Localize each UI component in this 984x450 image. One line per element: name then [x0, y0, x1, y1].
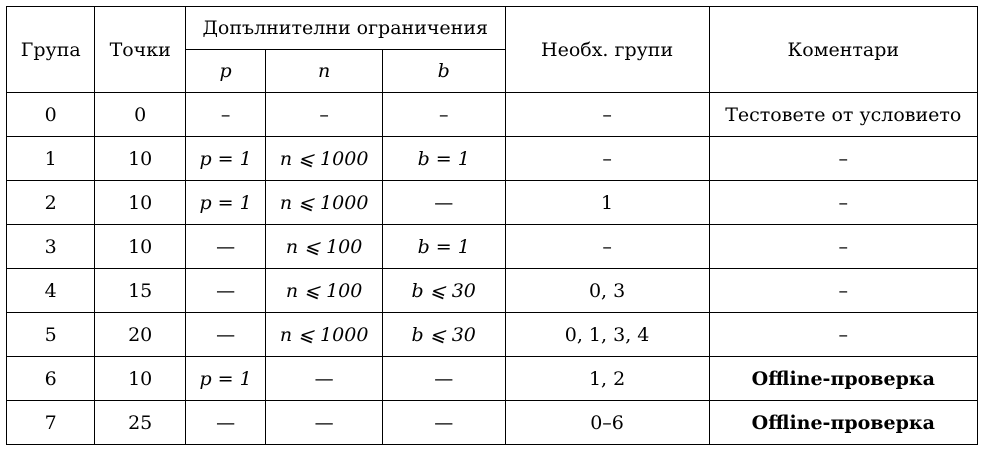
cell-b: b ⩽ 30 [382, 313, 505, 357]
cell-b: b = 1 [382, 225, 505, 269]
header-row [7, 7, 978, 50]
cell-points: 10 [95, 181, 185, 225]
cell-points: 10 [95, 357, 185, 401]
cell-required-groups: 0–6 [505, 401, 709, 445]
cell-n: – [266, 93, 383, 137]
cell-n: n ⩽ 100 [266, 269, 383, 313]
cell-points: 10 [95, 225, 185, 269]
table-row [7, 93, 978, 137]
cell-comment: – [709, 269, 977, 313]
header-n: n [266, 50, 383, 93]
cell-required-groups: – [505, 225, 709, 269]
cell-p: p = 1 [185, 137, 265, 181]
cell-comment: – [709, 137, 977, 181]
cell-n: — [266, 357, 383, 401]
table-row [7, 401, 978, 445]
cell-points: 20 [95, 313, 185, 357]
cell-n: n ⩽ 1000 [266, 313, 383, 357]
cell-required-groups: 1 [505, 181, 709, 225]
table-row [7, 137, 978, 181]
cell-required-groups: – [505, 137, 709, 181]
cell-n: — [266, 401, 383, 445]
cell-group: 0 [7, 93, 95, 137]
cell-n: n ⩽ 100 [266, 225, 383, 269]
cell-b: b ⩽ 30 [382, 269, 505, 313]
cell-group: 3 [7, 225, 95, 269]
cell-n: n ⩽ 1000 [266, 137, 383, 181]
cell-p: p = 1 [185, 357, 265, 401]
cell-group: 5 [7, 313, 95, 357]
cell-comment: – [709, 225, 977, 269]
header-group: Група [7, 7, 95, 93]
cell-required-groups: – [505, 93, 709, 137]
cell-comment: – [709, 181, 977, 225]
header-required-groups: Необх. групи [505, 7, 709, 93]
cell-group: 7 [7, 401, 95, 445]
cell-p: p = 1 [185, 181, 265, 225]
cell-comment: – [709, 313, 977, 357]
header-points: Точки [95, 7, 185, 93]
cell-points: 15 [95, 269, 185, 313]
cell-required-groups: 0, 1, 3, 4 [505, 313, 709, 357]
table-row [7, 181, 978, 225]
table-row [7, 313, 978, 357]
header-p: p [185, 50, 265, 93]
table-row [7, 225, 978, 269]
cell-b: — [382, 357, 505, 401]
table-row [7, 269, 978, 313]
cell-points: 0 [95, 93, 185, 137]
cell-b: — [382, 401, 505, 445]
subtask-table [6, 6, 978, 445]
cell-p: — [185, 401, 265, 445]
cell-required-groups: 0, 3 [505, 269, 709, 313]
table-body [7, 93, 978, 445]
cell-comment: Тестовете от условието [709, 93, 977, 137]
header-comments: Коментари [709, 7, 977, 93]
cell-p: — [185, 269, 265, 313]
cell-group: 4 [7, 269, 95, 313]
cell-points: 10 [95, 137, 185, 181]
cell-group: 2 [7, 181, 95, 225]
cell-b: — [382, 181, 505, 225]
cell-group: 6 [7, 357, 95, 401]
header-b: b [382, 50, 505, 93]
table-row [7, 357, 978, 401]
cell-b: – [382, 93, 505, 137]
cell-comment: Offline-проверка [709, 357, 977, 401]
cell-group: 1 [7, 137, 95, 181]
cell-b: b = 1 [382, 137, 505, 181]
cell-p: – [185, 93, 265, 137]
cell-points: 25 [95, 401, 185, 445]
cell-n: n ⩽ 1000 [266, 181, 383, 225]
cell-p: — [185, 313, 265, 357]
cell-p: — [185, 225, 265, 269]
cell-required-groups: 1, 2 [505, 357, 709, 401]
cell-comment: Offline-проверка [709, 401, 977, 445]
header-extra-constraints: Допълнителни ограничения [185, 7, 505, 50]
